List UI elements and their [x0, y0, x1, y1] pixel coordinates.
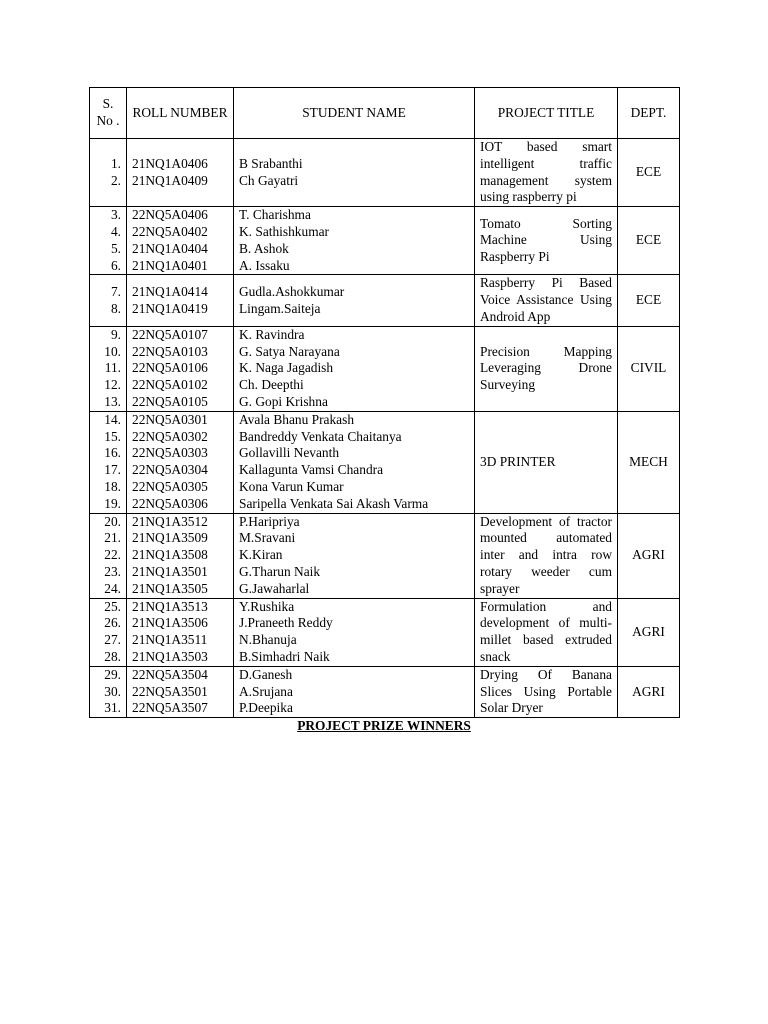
table-row — [90, 666, 680, 717]
table-row — [90, 275, 680, 326]
project-title-cell: Raspberry Pi Based Voice Assistance Using Android App — [475, 275, 618, 326]
table-header — [90, 88, 680, 139]
header-sno-text: S. No . — [96, 96, 120, 128]
table-row — [90, 598, 680, 666]
department-cell: MECH — [618, 411, 680, 513]
serial-number-cell-line: 29. — [104, 666, 121, 682]
serial-number-cell — [90, 326, 127, 411]
serial-number-cell-line: 1. — [110, 155, 121, 171]
serial-number-cell-line: 12. — [104, 377, 121, 393]
student-name-cell-line: Ch. Deepthi — [239, 377, 304, 393]
roll-number-cell-line: 22NQ5A0107 — [132, 326, 208, 342]
student-name-cell-line: K. Naga Jagadish — [239, 360, 334, 376]
roll-number-cell-line: 22NQ5A0306 — [132, 495, 208, 511]
header-sno — [90, 88, 127, 139]
page-footer-title: PROJECT PRIZE WINNERS — [297, 718, 471, 733]
serial-number-cell-line: 16. — [104, 445, 121, 461]
serial-number-cell-line: 5. — [110, 240, 121, 256]
serial-number-cell-line: 31. — [104, 700, 121, 716]
roll-number-cell — [127, 598, 234, 666]
roll-number-cell-line: 21NQ1A3509 — [132, 530, 208, 546]
table-row — [90, 326, 680, 411]
serial-number-cell — [90, 139, 127, 207]
roll-number-cell-line: 21NQ1A0409 — [132, 172, 208, 188]
roll-number-cell-line: 22NQ5A0102 — [132, 377, 208, 393]
serial-number-cell-line: 30. — [104, 683, 121, 699]
header-row — [90, 88, 680, 139]
student-name-cell-line: B Srabanthi — [239, 155, 303, 171]
project-title-cell: Tomato Sorting Machine Using Raspberry Pi — [475, 207, 618, 275]
header-project-title: PROJECT TITLE — [475, 88, 618, 139]
roll-number-cell-line: 22NQ5A3504 — [132, 666, 208, 682]
serial-number-cell — [90, 598, 127, 666]
serial-number-cell-line: 10. — [104, 343, 121, 359]
serial-number-cell-line: 14. — [104, 411, 121, 427]
roll-number-cell-line: 21NQ1A3511 — [132, 632, 208, 648]
student-name-cell-line: T. Charishma — [239, 207, 311, 223]
roll-number-cell-line: 21NQ1A3501 — [132, 563, 208, 579]
student-name-cell-line: Bandreddy Venkata Chaitanya — [239, 428, 402, 444]
project-title-cell: IOT based smart intelligent traffic management system using raspberry pi — [475, 139, 618, 207]
project-title-cell: Development of tractor mounted automated inter and intra row rotary weeder cum sprayer — [475, 513, 618, 598]
student-name-cell-line: Lingam.Saiteja — [239, 300, 321, 316]
serial-number-cell-line: 15. — [104, 428, 121, 444]
roll-number-cell-line: 21NQ1A3503 — [132, 648, 208, 664]
roll-number-cell — [127, 275, 234, 326]
roll-number-cell-line: 21NQ1A3512 — [132, 513, 208, 529]
roll-number-cell-line: 22NQ5A0105 — [132, 393, 208, 409]
student-name-cell-line: G.Tharun Naik — [239, 563, 321, 579]
student-name-cell — [234, 139, 475, 207]
table-row — [90, 207, 680, 275]
project-title-cell: Formulation and development of multi-millet based extruded snack — [475, 598, 618, 666]
table-row — [90, 411, 680, 513]
roll-number-cell-line: 21NQ1A0404 — [132, 240, 208, 256]
serial-number-cell — [90, 666, 127, 717]
header-dept: DEPT. — [618, 88, 680, 139]
roll-number-cell — [127, 666, 234, 717]
roll-number-cell-line: 21NQ1A0419 — [132, 300, 208, 316]
student-name-cell — [234, 275, 475, 326]
student-name-cell-line: Avala Bhanu Prakash — [239, 411, 355, 427]
table-body — [90, 139, 680, 718]
roll-number-cell-line: 22NQ5A3501 — [132, 683, 208, 699]
student-name-cell — [234, 598, 475, 666]
serial-number-cell — [90, 513, 127, 598]
serial-number-cell-line: 18. — [104, 478, 121, 494]
serial-number-cell-line: 6. — [110, 257, 121, 273]
serial-number-cell-line: 24. — [104, 580, 121, 596]
student-name-cell-line: G.Jawaharlal — [239, 580, 310, 596]
roll-number-cell — [127, 513, 234, 598]
roll-number-cell-line: 22NQ5A3507 — [132, 700, 208, 716]
roll-number-cell-line: 21NQ1A0401 — [132, 257, 208, 273]
roll-number-cell-line: 22NQ5A0305 — [132, 478, 208, 494]
student-name-cell-line: P.Deepika — [239, 700, 293, 716]
serial-number-cell-line: 13. — [104, 393, 121, 409]
student-name-cell — [234, 411, 475, 513]
student-name-cell-line: G. Satya Narayana — [239, 343, 340, 359]
roll-number-cell-line: 22NQ5A0402 — [132, 223, 208, 239]
serial-number-cell-line: 17. — [104, 462, 121, 478]
serial-number-cell — [90, 411, 127, 513]
serial-number-cell-line: 20. — [104, 513, 121, 529]
student-name-cell — [234, 666, 475, 717]
roll-number-cell-line: 22NQ5A0301 — [132, 411, 208, 427]
student-name-cell-line: K. Sathishkumar — [239, 223, 330, 239]
roll-number-cell-line: 21NQ1A3508 — [132, 547, 208, 563]
serial-number-cell-line: 4. — [110, 223, 121, 239]
student-name-cell-line: K. Ravindra — [239, 326, 305, 342]
student-name-cell-line: G. Gopi Krishna — [239, 393, 328, 409]
student-name-cell-line: B. Ashok — [239, 240, 289, 256]
student-name-cell-line: B.Simhadri Naik — [239, 648, 330, 664]
department-cell: ECE — [618, 275, 680, 326]
roll-number-cell-line: 21NQ1A3506 — [132, 615, 208, 631]
student-name-cell-line: Saripella Venkata Sai Akash Varma — [239, 495, 429, 511]
student-name-cell-line: N.Bhanuja — [239, 632, 297, 648]
student-name-cell-line: P.Haripriya — [239, 513, 300, 529]
department-cell: ECE — [618, 139, 680, 207]
student-name-cell-line: A.Srujana — [239, 683, 293, 699]
header-student-name: STUDENT NAME — [234, 88, 475, 139]
student-name-cell-line: Kallagunta Vamsi Chandra — [239, 462, 384, 478]
serial-number-cell-line: 25. — [104, 598, 121, 614]
table-row — [90, 513, 680, 598]
roll-number-cell-line: 22NQ5A0103 — [132, 343, 208, 359]
department-cell: AGRI — [618, 598, 680, 666]
serial-number-cell-line: 8. — [110, 300, 121, 316]
serial-number-cell-line: 7. — [110, 283, 121, 299]
student-name-cell-line: A. Issaku — [239, 257, 290, 273]
serial-number-cell-line: 11. — [104, 360, 121, 376]
serial-number-cell-line: 9. — [110, 326, 121, 342]
student-name-cell-line: Gollavilli Nevanth — [239, 445, 340, 461]
serial-number-cell-line: 23. — [104, 563, 121, 579]
serial-number-cell-line: 19. — [104, 495, 121, 511]
serial-number-cell-line: 26. — [104, 615, 121, 631]
student-name-cell — [234, 513, 475, 598]
department-cell: AGRI — [618, 513, 680, 598]
serial-number-cell-line: 22. — [104, 547, 121, 563]
student-name-cell-line: M.Sravani — [239, 530, 296, 546]
roll-number-cell-line: 21NQ1A0406 — [132, 155, 208, 171]
student-name-cell-line: Gudla.Ashokkumar — [239, 283, 345, 299]
department-cell: ECE — [618, 207, 680, 275]
student-name-cell — [234, 326, 475, 411]
student-name-cell-line: J.Praneeth Reddy — [239, 615, 333, 631]
roll-number-cell — [127, 207, 234, 275]
roll-number-cell-line: 22NQ5A0303 — [132, 445, 208, 461]
department-cell: CIVIL — [618, 326, 680, 411]
table-row — [90, 139, 680, 207]
department-cell: AGRI — [618, 666, 680, 717]
student-name-cell-line: D.Ganesh — [239, 666, 293, 682]
student-name-cell-line: Ch Gayatri — [239, 172, 299, 188]
roll-number-cell — [127, 139, 234, 207]
header-roll-number: ROLL NUMBER — [127, 88, 234, 139]
student-name-cell-line: Kona Varun Kumar — [239, 478, 344, 494]
project-title-cell: Drying Of Banana Slices Using Portable Solar Dryer — [475, 666, 618, 717]
roll-number-cell-line: 22NQ5A0304 — [132, 462, 208, 478]
serial-number-cell — [90, 275, 127, 326]
student-name-cell-line: Y.Rushika — [239, 598, 295, 614]
student-name-cell — [234, 207, 475, 275]
roll-number-cell — [127, 411, 234, 513]
serial-number-cell-line: 27. — [104, 632, 121, 648]
project-table — [89, 87, 680, 718]
roll-number-cell-line: 22NQ5A0302 — [132, 428, 208, 444]
project-title-cell: 3D PRINTER — [475, 411, 618, 513]
roll-number-cell-line: 21NQ1A0414 — [132, 283, 208, 299]
serial-number-cell-line: 28. — [104, 648, 121, 664]
roll-number-cell-line: 22NQ5A0406 — [132, 207, 208, 223]
serial-number-cell-line: 21. — [104, 530, 121, 546]
student-name-cell-line: K.Kiran — [239, 547, 283, 563]
project-title-cell: Precision Mapping Leveraging Drone Surveying — [475, 326, 618, 411]
roll-number-cell-line: 21NQ1A3513 — [132, 598, 208, 614]
serial-number-cell-line: 3. — [110, 207, 121, 223]
serial-number-cell — [90, 207, 127, 275]
roll-number-cell — [127, 326, 234, 411]
roll-number-cell-line: 21NQ1A3505 — [132, 580, 208, 596]
serial-number-cell-line: 2. — [110, 172, 121, 188]
roll-number-cell-line: 22NQ5A0106 — [132, 360, 208, 376]
